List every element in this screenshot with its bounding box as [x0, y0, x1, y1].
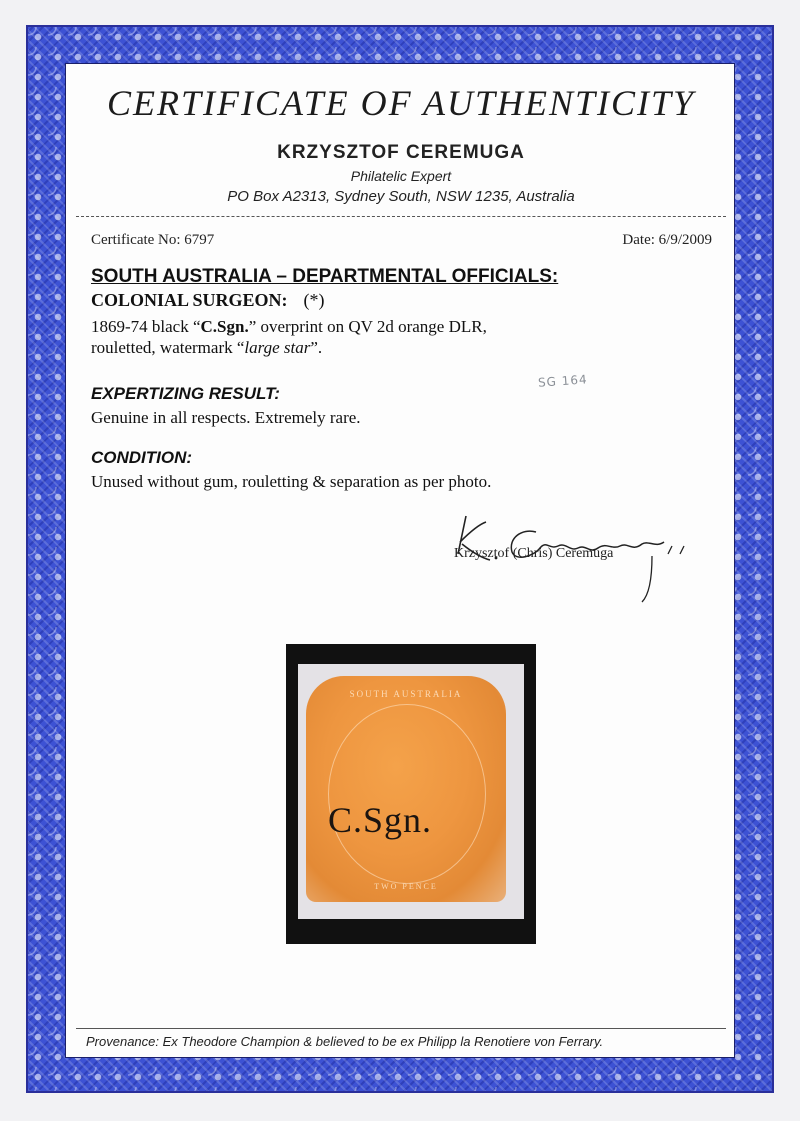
provenance-note: Provenance: Ex Theodore Champion & believed to be ex Philipp la Renotiere von Ferrary. — [86, 1034, 604, 1049]
desc-line2-part1: rouletted, watermark “ — [91, 338, 245, 357]
stamp-overprint: C.Sgn. — [328, 800, 433, 840]
unused-mark: (*) — [303, 290, 325, 310]
subheading-text: COLONIAL SURGEON: — [91, 290, 288, 310]
header-divider — [76, 216, 726, 217]
pencil-catalogue-note: SG 164 — [537, 372, 589, 390]
expertizing-text: Genuine in all respects. Extremely rare. — [91, 408, 361, 427]
expert-role: Philatelic Expert — [350, 168, 452, 184]
certificate-body — [65, 63, 735, 1058]
desc-overprint: C.Sgn. — [200, 317, 249, 336]
condition-heading: CONDITION: — [91, 448, 193, 467]
expertizing-heading: EXPERTIZING RESULT: — [91, 384, 280, 403]
expert-address: PO Box A2313, Sydney South, NSW 1235, Australia — [227, 188, 575, 205]
stamp-frame-oval — [328, 704, 486, 884]
stamp-description — [91, 316, 711, 358]
signatory-name: Krzysztof (Chris) Ceremuga — [454, 546, 614, 561]
certificate-title: CERTIFICATE OF AUTHENTICITY — [106, 83, 696, 123]
desc-watermark: large star — [244, 338, 311, 357]
footer-divider — [76, 1028, 726, 1029]
stamp-subject: SOUTH AUSTRALIA – DEPARTMENTAL OFFICIALS: — [91, 266, 559, 287]
expert-name: KRZYSZTOF CEREMUGA — [277, 142, 525, 163]
stamp-subheading — [91, 290, 325, 311]
desc-line2-part2: ”. — [310, 338, 323, 357]
condition-text: Unused without gum, rouletting & separation as per photo. — [91, 472, 492, 491]
desc-part1: 1869-74 black “ — [91, 317, 201, 336]
certificate-number: Certificate No: 6797 — [91, 232, 215, 248]
stamp-top-inscription: SOUTH AUSTRALIA — [349, 689, 463, 699]
certificate-date: Date: 6/9/2009 — [622, 232, 712, 248]
stamp-bottom-inscription: TWO PENCE — [374, 882, 438, 891]
desc-part2: ” overprint on QV 2d orange DLR, — [248, 317, 487, 336]
